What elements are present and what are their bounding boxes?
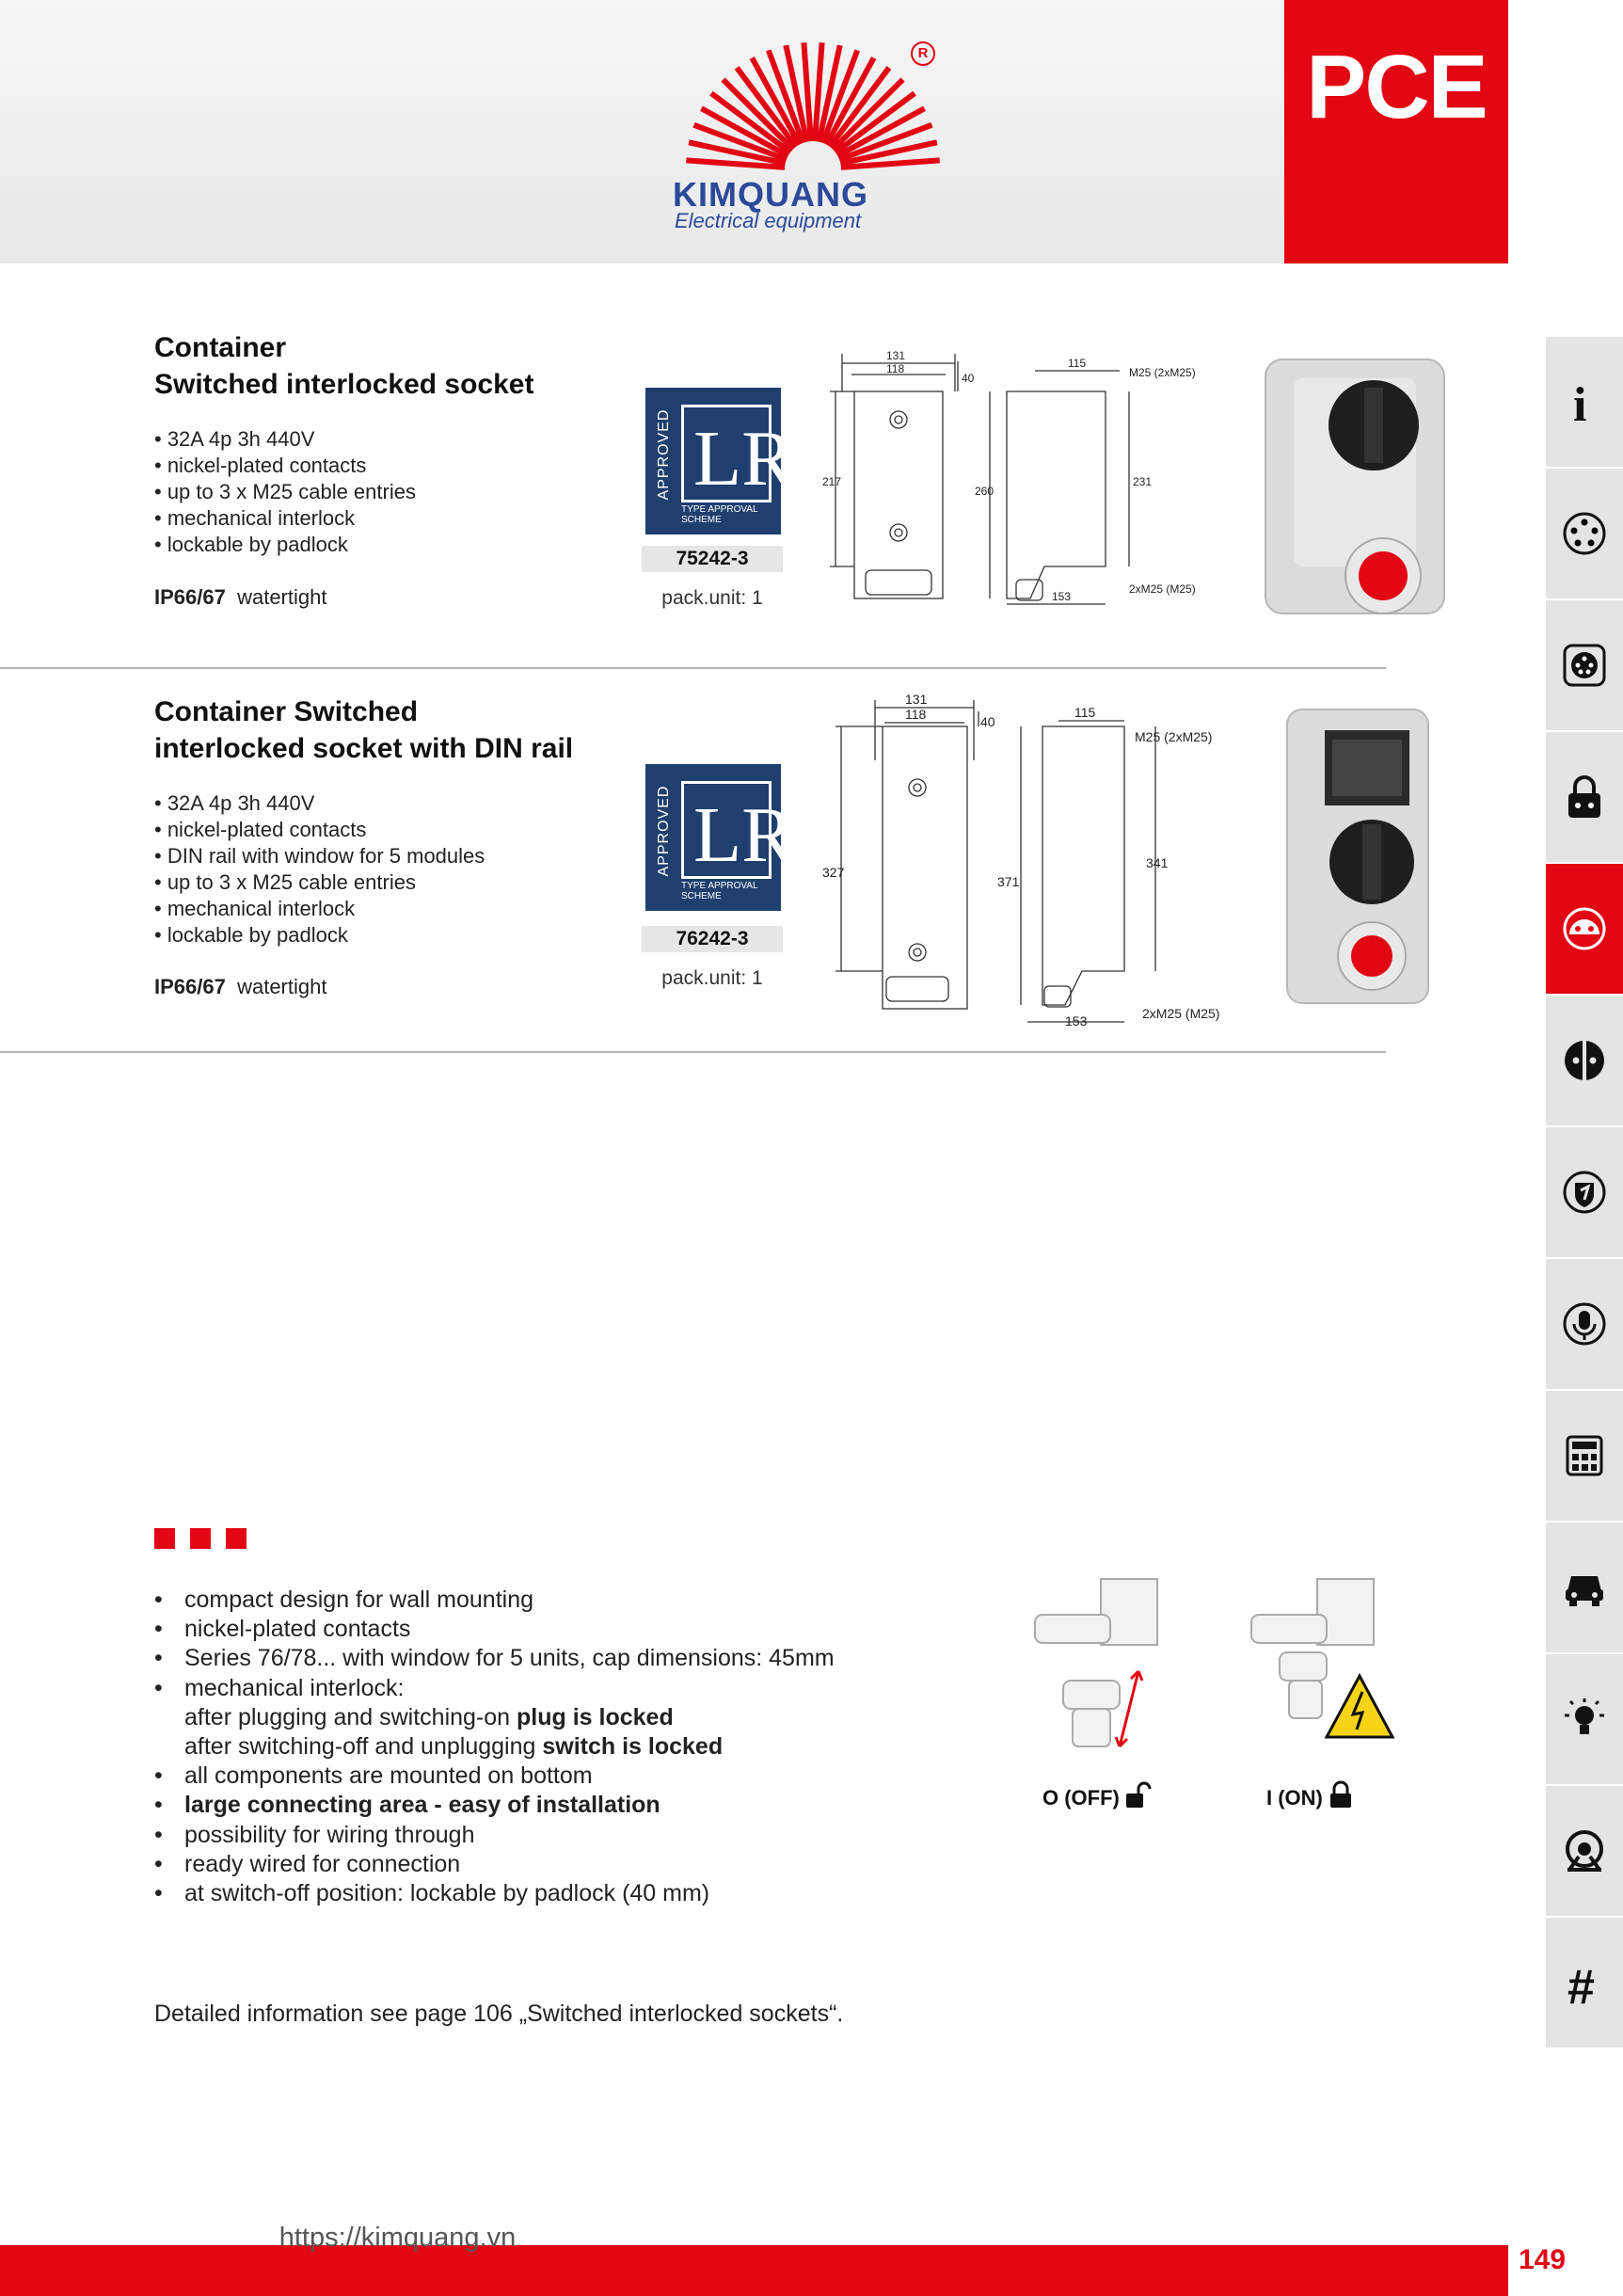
distribution-box-icon	[1562, 1433, 1607, 1478]
dim-entry-top: M25 (2xM25)	[1129, 366, 1196, 379]
product-2-code: 76242-3	[642, 926, 783, 952]
brand-title: PCE	[1306, 37, 1487, 137]
svg-text:#: #	[1567, 1960, 1595, 2015]
on-state-label: I (ON)	[1266, 1782, 1353, 1810]
plug-5pin-icon	[1562, 511, 1607, 556]
tab-padlock[interactable]	[1546, 732, 1623, 864]
dim-depth-bottom: 153	[1052, 590, 1072, 603]
decor-square	[226, 1528, 247, 1549]
locked-padlock-icon	[1329, 1782, 1353, 1809]
product-1-lr-approval-badge	[645, 388, 795, 534]
dim-entry-top: M25 (2xM25)	[1135, 729, 1213, 744]
tab-cable-reels[interactable]	[1546, 1786, 1623, 1918]
feature-item: • all components are mounted on bottom	[184, 1762, 835, 1791]
tab-distribution[interactable]	[1546, 1391, 1623, 1523]
decor-square	[190, 1528, 211, 1549]
dim-height-inner: 231	[1133, 475, 1153, 488]
registered-mark: R	[911, 41, 935, 66]
dim-width-outer: 131	[886, 349, 906, 362]
info-icon	[1562, 378, 1607, 432]
feature-item: • 32A 4p 3h 440V	[154, 791, 315, 815]
scheme-line1: TYPE APPROVAL	[681, 504, 758, 515]
feature-item: • possibility for wiring through	[184, 1821, 835, 1850]
decor-square	[154, 1528, 175, 1549]
tab-schuko[interactable]	[1546, 996, 1623, 1127]
feature-item: • up to 3 x M25 cable entries	[154, 480, 416, 503]
dim-depth-bottom: 153	[1065, 1013, 1088, 1028]
dim-width-inner: 118	[905, 707, 927, 722]
unlocked-padlock-icon	[1125, 1782, 1150, 1809]
feature-item: • nickel-plated contacts	[154, 454, 367, 477]
feature-item: • ready wired for connection	[184, 1850, 835, 1879]
hash-icon	[1562, 1960, 1607, 2015]
general-features-list	[154, 1586, 835, 1908]
socket-square-icon	[1562, 643, 1607, 688]
tab-plugs[interactable]	[1546, 469, 1623, 600]
feature-item: • up to 3 x M25 cable entries	[154, 870, 416, 894]
ip-code: IP66/67	[154, 585, 226, 609]
tab-sockets-square[interactable]	[1546, 600, 1623, 732]
feature-item: • large connecting area - easy of installation	[184, 1791, 835, 1820]
tab-audio[interactable]	[1546, 1259, 1623, 1391]
dim-height-side: 260	[975, 485, 994, 498]
dim-depth: 115	[1068, 357, 1087, 370]
product-2-pack-unit: pack.unit: 1	[661, 967, 763, 989]
dim-entry-bottom: 2xM25 (M25)	[1142, 1006, 1220, 1021]
feature-subitem: after plugging and switching-on plug is locked	[184, 1703, 674, 1730]
logo-name: KIMQUANG	[673, 175, 868, 214]
padlock-socket-icon	[1562, 774, 1607, 820]
product-1-ip-rating	[154, 585, 326, 610]
vehicle-icon	[1562, 1565, 1607, 1610]
product-1-title-line1: Container	[154, 332, 287, 363]
dim-entry-bottom: 2xM25 (M25)	[1129, 582, 1196, 596]
scheme-line2: SCHEME	[681, 515, 722, 525]
scheme-line2: SCHEME	[681, 891, 722, 901]
feature-item: • lockable by padlock	[154, 533, 348, 556]
feature-item: • mechanical interlock:	[184, 1674, 835, 1703]
feature-item: • compact design for wall mounting	[184, 1586, 835, 1615]
on-state-illustration	[1242, 1577, 1402, 1765]
light-bulb-icon	[1562, 1697, 1607, 1742]
product-2-features	[154, 790, 485, 949]
off-state-illustration	[1026, 1577, 1185, 1765]
tab-index[interactable]	[1546, 1918, 1623, 2049]
tab-info[interactable]	[1546, 337, 1623, 469]
product-2-dimension-drawing	[819, 689, 1233, 1037]
lr-mark-icon	[681, 405, 795, 502]
lr-letters: LR	[693, 415, 795, 502]
product-2-ip-rating	[154, 975, 326, 999]
lr-mark-icon	[681, 781, 795, 879]
dim-height-front: 217	[822, 475, 842, 488]
lr-letters: LR	[693, 791, 795, 879]
feature-item: • nickel-plated contacts	[184, 1615, 835, 1644]
feature-item: • nickel-plated contacts	[154, 818, 367, 841]
product-2-lr-approval-badge	[645, 764, 795, 911]
product-1-features	[154, 426, 416, 558]
approved-label: APPROVED	[656, 408, 672, 501]
website-url[interactable]: https://kimquang.vn	[278, 2223, 517, 2253]
logo-tagline: Electrical equipment	[675, 209, 862, 232]
detail-note: Detailed information see page 106 „Switched interlocked sockets“.	[154, 2001, 844, 2027]
feature-item: • mechanical interlock	[154, 506, 356, 530]
off-state-label: O (OFF)	[1042, 1782, 1150, 1810]
dim-top: 40	[980, 714, 995, 729]
dim-height-side: 371	[997, 874, 1020, 889]
microphone-icon	[1562, 1301, 1607, 1347]
dim-width-outer: 131	[905, 692, 928, 707]
ip-code: IP66/67	[154, 975, 226, 998]
scheme-line1: TYPE APPROVAL	[681, 881, 758, 891]
section-divider	[0, 1051, 1386, 1053]
svg-text:i: i	[1573, 378, 1587, 432]
dim-height-inner: 341	[1146, 855, 1169, 870]
tab-interlocked-sockets[interactable]	[1546, 864, 1623, 996]
dim-depth: 115	[1074, 705, 1096, 720]
product-1-pack-unit: pack.unit: 1	[661, 587, 763, 609]
tab-lighting[interactable]	[1546, 1654, 1623, 1786]
dim-height-front: 327	[822, 865, 845, 880]
cable-reel-icon	[1562, 1828, 1607, 1873]
schuko-icon	[1562, 1038, 1607, 1083]
product-1-title-line2: Switched interlocked socket	[154, 369, 534, 400]
page-number: 149	[1519, 2244, 1567, 2275]
product-2-title	[154, 694, 573, 767]
product-2-title-line1: Container Switched	[154, 696, 419, 727]
ip-text: watertight	[237, 585, 327, 609]
product-1-dimension-drawing	[819, 344, 1214, 608]
feature-item: • DIN rail with window for 5 modules	[154, 844, 485, 868]
product-1-title	[154, 329, 533, 403]
section-divider	[0, 667, 1386, 669]
feature-subitem: after switching-off and unplugging switch is locked	[184, 1733, 724, 1761]
feature-item: • 32A 4p 3h 440V	[154, 427, 315, 451]
product-2-photo	[1278, 702, 1447, 1012]
ip-text: watertight	[237, 975, 327, 998]
shield-plug-icon	[1562, 1170, 1607, 1215]
dim-width-inner: 118	[886, 362, 905, 375]
approved-label: APPROVED	[656, 785, 672, 877]
tab-vehicles[interactable]	[1546, 1523, 1623, 1654]
dim-top: 40	[962, 372, 975, 385]
feature-item: • Series 76/78... with window for 5 units, cap dimensions: 45mm	[184, 1644, 835, 1673]
product-2-title-line2: interlocked socket with DIN rail	[154, 733, 574, 764]
product-1-code: 75242-3	[642, 546, 783, 572]
feature-item: • lockable by padlock	[154, 923, 348, 947]
feature-item: • mechanical interlock	[154, 897, 356, 920]
feature-item: • at switch-off position: lockable by padlock (40 mm)	[184, 1879, 835, 1908]
socket-round-icon	[1562, 906, 1607, 951]
product-1-photo	[1256, 350, 1463, 623]
tab-shield[interactable]	[1546, 1127, 1623, 1259]
